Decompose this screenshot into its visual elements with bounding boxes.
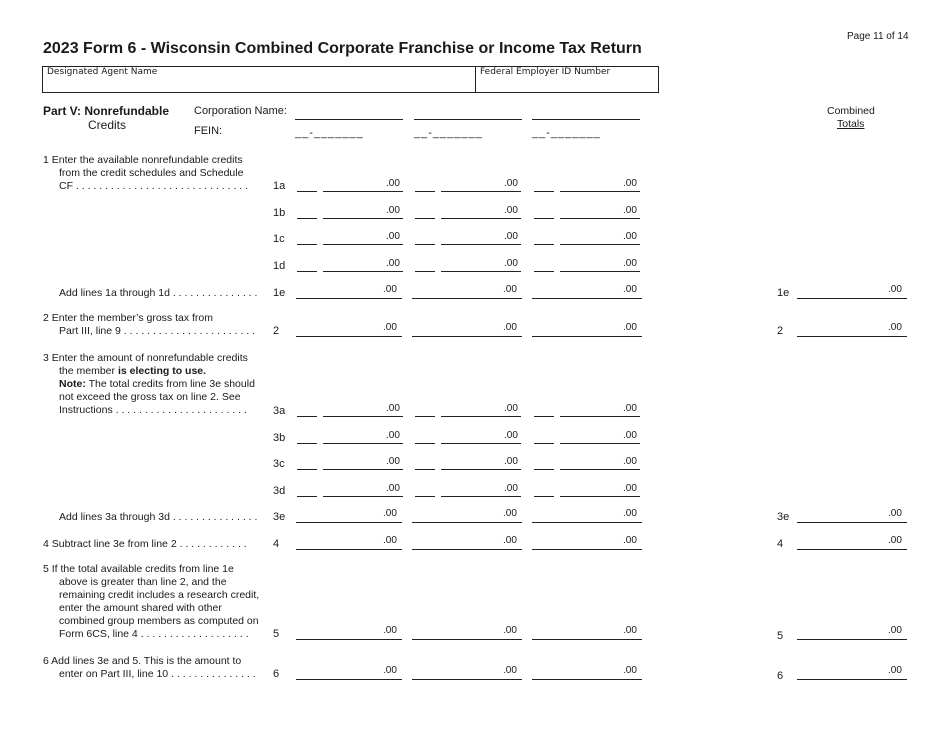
combined-label: Combined xyxy=(827,105,875,117)
line3a-credit-code-field-3[interactable] xyxy=(534,416,554,417)
line3d-amount-field-2[interactable] xyxy=(441,496,521,497)
corp-name-field-1[interactable] xyxy=(295,119,403,120)
line1d-cents-3: .00 xyxy=(623,258,637,269)
line2-cents-2: .00 xyxy=(503,322,517,333)
line1c-credit-code-field-2[interactable] xyxy=(415,244,435,245)
line3d-number: 3d xyxy=(273,485,286,497)
line1c-cents-3: .00 xyxy=(623,231,637,242)
line3b-number: 3b xyxy=(273,432,286,444)
line3c-cents-2: .00 xyxy=(504,456,518,467)
line3-text-5: Instructions . . . . . . . . . . . . . . . . . . . . . . . xyxy=(59,404,247,416)
line3c-credit-code-field-2[interactable] xyxy=(415,469,435,470)
corporation-name-label: Corporation Name: xyxy=(194,105,287,117)
line3e-text: Add lines 3a through 3d . . . . . . . . . . . . . . . xyxy=(59,511,258,523)
line1d-credit-code-field-1[interactable] xyxy=(297,271,317,272)
line1e-text: Add lines 1a through 1d . . . . . . . . . . . . . . . xyxy=(59,287,258,299)
line1c-number: 1c xyxy=(273,233,285,245)
line3-text-2b: is electing to use. xyxy=(117,365,207,377)
box-divider xyxy=(475,67,476,92)
line3e-cents-1: .00 xyxy=(383,508,397,519)
line1a-credit-code-field-2[interactable] xyxy=(415,191,435,192)
line1-text-1: 1 Enter the available nonrefundable credits xyxy=(43,154,243,166)
line3e-cents-2: .00 xyxy=(503,508,517,519)
line1e-combined-total-field[interactable] xyxy=(797,298,907,299)
line3d-amount-field-1[interactable] xyxy=(323,496,403,497)
line4-amount-field-1[interactable] xyxy=(296,549,402,550)
line3a-credit-code-field-1[interactable] xyxy=(297,416,317,417)
line1e-cents-2: .00 xyxy=(503,284,517,295)
line6-amount-field-3[interactable] xyxy=(532,679,642,680)
line5-combined-total-field[interactable] xyxy=(797,639,907,640)
line3-text-2 xyxy=(59,365,206,378)
line3a-credit-code-field-2[interactable] xyxy=(415,416,435,417)
line1c-credit-code-field-1[interactable] xyxy=(297,244,317,245)
line3e-combined-cents: .00 xyxy=(888,508,902,519)
line4-amount-field-2[interactable] xyxy=(412,549,522,550)
line3d-cents-2: .00 xyxy=(504,483,518,494)
line1c-amount-field-2[interactable] xyxy=(441,244,521,245)
line3a-cents-2: .00 xyxy=(504,403,518,414)
line4-cents-3: .00 xyxy=(623,535,637,546)
line1b-cents-3: .00 xyxy=(623,205,637,216)
line3-note-label: Note: xyxy=(59,378,86,390)
line3a-number: 3a xyxy=(273,405,286,417)
line5-cents-1: .00 xyxy=(383,625,397,636)
line1b-credit-code-field-1[interactable] xyxy=(297,218,317,219)
line2-amount-field-1[interactable] xyxy=(296,336,402,337)
line3c-cents-3: .00 xyxy=(623,456,637,467)
line5-text-1: 5 If the total available credits from line 1e xyxy=(43,563,234,575)
line3e-combined-total-field[interactable] xyxy=(797,522,907,523)
line1a-amount-field-3[interactable] xyxy=(560,191,640,192)
line2-cents-1: .00 xyxy=(383,322,397,333)
part-title: Part V: Nonrefundable xyxy=(43,104,170,118)
line5-amount-field-3[interactable] xyxy=(532,639,642,640)
page-number: Page 11 of 14 xyxy=(847,31,909,42)
line3e-amount-field-3[interactable] xyxy=(532,522,642,523)
line1e-cents-3: .00 xyxy=(623,284,637,295)
line3-text-2a: the member xyxy=(59,365,118,377)
part-title-2: Credits xyxy=(88,118,127,132)
line1a-number: 1a xyxy=(273,180,286,192)
line3b-cents-1: .00 xyxy=(386,430,400,441)
line3b-credit-code-field-2[interactable] xyxy=(415,443,435,444)
line1c-amount-field-3[interactable] xyxy=(560,244,640,245)
combined-line4-number: 4 xyxy=(777,538,784,550)
line6-text-1: 6 Add lines 3e and 5. This is the amount to xyxy=(43,655,242,667)
line1d-amount-field-3[interactable] xyxy=(560,271,640,272)
line3d-amount-field-3[interactable] xyxy=(560,496,640,497)
line1a-credit-code-field-3[interactable] xyxy=(534,191,554,192)
line2-combined-cents: .00 xyxy=(888,322,902,333)
line3b-amount-field-2[interactable] xyxy=(441,443,521,444)
line4-text: 4 Subtract line 3e from line 2 . . . . . . . . . . . . xyxy=(43,538,247,550)
line3a-cents-1: .00 xyxy=(386,403,400,414)
line6-number: 6 xyxy=(273,668,280,680)
line2-number: 2 xyxy=(273,325,280,337)
line3c-amount-field-2[interactable] xyxy=(441,469,521,470)
line3c-number: 3c xyxy=(273,458,285,470)
line3-text-3 xyxy=(59,378,255,391)
line3e-cents-3: .00 xyxy=(623,508,637,519)
line4-combined-cents: .00 xyxy=(888,535,902,546)
line1d-cents-1: .00 xyxy=(386,258,400,269)
line5-amount-field-1[interactable] xyxy=(296,639,402,640)
line1d-cents-2: .00 xyxy=(504,258,518,269)
line1b-amount-field-3[interactable] xyxy=(560,218,640,219)
corp-name-field-2[interactable] xyxy=(414,119,522,120)
line5-text-5: combined group members as computed on xyxy=(59,615,259,627)
combined-line2-number: 2 xyxy=(777,325,784,337)
line3e-number: 3e xyxy=(273,511,286,523)
fein-field-1[interactable]: __-_______ xyxy=(295,127,364,139)
line3d-cents-3: .00 xyxy=(623,483,637,494)
line5-number: 5 xyxy=(273,628,280,640)
line6-amount-field-2[interactable] xyxy=(412,679,522,680)
totals-label: Totals xyxy=(837,118,865,130)
line3e-amount-field-2[interactable] xyxy=(412,522,522,523)
line1b-credit-code-field-2[interactable] xyxy=(415,218,435,219)
line1b-amount-field-2[interactable] xyxy=(441,218,521,219)
line6-cents-3: .00 xyxy=(623,665,637,676)
line5-text-3: remaining credit includes a research credit, xyxy=(59,589,260,601)
line1a-amount-field-2[interactable] xyxy=(441,191,521,192)
line2-text-1: 2 Enter the member’s gross tax from xyxy=(43,312,214,324)
line4-cents-2: .00 xyxy=(503,535,517,546)
line2-text-2: Part III, line 9 . . . . . . . . . . . . . . . . . . . . . . . xyxy=(59,325,256,337)
line1a-cents-2: .00 xyxy=(504,178,518,189)
line2-amount-field-2[interactable] xyxy=(412,336,522,337)
line3a-amount-field-1[interactable] xyxy=(323,416,403,417)
line1e-combined-cents: .00 xyxy=(888,284,902,295)
fein-label: FEIN: xyxy=(194,125,223,137)
line6-text-2: enter on Part III, line 10 . . . . . . . . . . . . . . . xyxy=(59,668,256,680)
line6-cents-1: .00 xyxy=(383,665,397,676)
line1d-credit-code-field-3[interactable] xyxy=(534,271,554,272)
line6-cents-2: .00 xyxy=(503,665,517,676)
line3b-cents-2: .00 xyxy=(504,430,518,441)
corp-name-field-3[interactable] xyxy=(532,119,640,120)
line5-combined-cents: .00 xyxy=(888,625,902,636)
line3b-credit-code-field-3[interactable] xyxy=(534,443,554,444)
line1-text-3: CF . . . . . . . . . . . . . . . . . . . . . . . . . . . . . . xyxy=(59,180,249,192)
line1c-amount-field-1[interactable] xyxy=(323,244,403,245)
line3a-amount-field-3[interactable] xyxy=(560,416,640,417)
line4-cents-1: .00 xyxy=(383,535,397,546)
line3c-credit-code-field-1[interactable] xyxy=(297,469,317,470)
line1a-credit-code-field-1[interactable] xyxy=(297,191,317,192)
line1b-cents-2: .00 xyxy=(504,205,518,216)
line1c-cents-1: .00 xyxy=(386,231,400,242)
line3b-cents-3: .00 xyxy=(623,430,637,441)
line1e-amount-field-3[interactable] xyxy=(532,298,642,299)
line1b-number: 1b xyxy=(273,207,286,219)
line1d-credit-code-field-2[interactable] xyxy=(415,271,435,272)
line6-combined-total-field[interactable] xyxy=(797,679,907,680)
line4-amount-field-3[interactable] xyxy=(532,549,642,550)
fein-field-3[interactable]: __-_______ xyxy=(532,127,601,139)
agent-info-box xyxy=(42,66,659,93)
line4-number: 4 xyxy=(273,538,280,550)
line1a-amount-field-1[interactable] xyxy=(323,191,403,192)
line3d-credit-code-field-2[interactable] xyxy=(415,496,435,497)
federal-id-label: Federal Employer ID Number xyxy=(480,67,611,77)
line3c-credit-code-field-3[interactable] xyxy=(534,469,554,470)
line5-cents-2: .00 xyxy=(503,625,517,636)
line3d-credit-code-field-1[interactable] xyxy=(297,496,317,497)
line3d-credit-code-field-3[interactable] xyxy=(534,496,554,497)
line1e-cents-1: .00 xyxy=(383,284,397,295)
line6-combined-cents: .00 xyxy=(888,665,902,676)
form-title: 2023 Form 6 - Wisconsin Combined Corporate Franchise or Income Tax Return xyxy=(43,40,642,57)
line1d-amount-field-1[interactable] xyxy=(323,271,403,272)
combined-line3e-number: 3e xyxy=(777,511,790,523)
line5-amount-field-2[interactable] xyxy=(412,639,522,640)
line1e-number: 1e xyxy=(273,287,286,299)
line3-text-1: 3 Enter the amount of nonrefundable credits xyxy=(43,352,248,364)
line1e-amount-field-2[interactable] xyxy=(412,298,522,299)
line3-note-text: The total credits from line 3e should xyxy=(85,378,255,390)
line3c-amount-field-3[interactable] xyxy=(560,469,640,470)
line2-cents-3: .00 xyxy=(623,322,637,333)
line5-text-6: Form 6CS, line 4 . . . . . . . . . . . . . . . . . . . xyxy=(59,628,249,640)
line1c-cents-2: .00 xyxy=(504,231,518,242)
line6-amount-field-1[interactable] xyxy=(296,679,402,680)
line3b-amount-field-3[interactable] xyxy=(560,443,640,444)
line1a-cents-3: .00 xyxy=(623,178,637,189)
designated-agent-label: Designated Agent Name xyxy=(47,67,158,77)
line3c-cents-1: .00 xyxy=(386,456,400,467)
line1b-credit-code-field-3[interactable] xyxy=(534,218,554,219)
combined-line5-number: 5 xyxy=(777,630,784,642)
line4-combined-total-field[interactable] xyxy=(797,549,907,550)
line1c-credit-code-field-3[interactable] xyxy=(534,244,554,245)
combined-line6-number: 6 xyxy=(777,670,784,682)
line5-text-4: enter the amount shared with other xyxy=(59,602,222,614)
line3b-amount-field-1[interactable] xyxy=(323,443,403,444)
line3c-amount-field-1[interactable] xyxy=(323,469,403,470)
fein-field-2[interactable]: __-_______ xyxy=(414,127,483,139)
line5-text-2: above is greater than line 2, and the xyxy=(59,576,227,588)
line1b-cents-1: .00 xyxy=(386,205,400,216)
line3d-cents-1: .00 xyxy=(386,483,400,494)
combined-line1e-number: 1e xyxy=(777,287,790,299)
line2-combined-total-field[interactable] xyxy=(797,336,907,337)
line1e-amount-field-1[interactable] xyxy=(296,298,402,299)
line3-text-4: not exceed the gross tax on line 2. See xyxy=(59,391,241,403)
line1d-amount-field-2[interactable] xyxy=(441,271,521,272)
line1b-amount-field-1[interactable] xyxy=(323,218,403,219)
line3e-amount-field-1[interactable] xyxy=(296,522,402,523)
line2-amount-field-3[interactable] xyxy=(532,336,642,337)
line1-text-2: from the credit schedules and Schedule xyxy=(59,167,244,179)
line5-cents-3: .00 xyxy=(623,625,637,636)
line1d-number: 1d xyxy=(273,260,286,272)
line3a-amount-field-2[interactable] xyxy=(441,416,521,417)
line3a-cents-3: .00 xyxy=(623,403,637,414)
line3b-credit-code-field-1[interactable] xyxy=(297,443,317,444)
line1a-cents-1: .00 xyxy=(386,178,400,189)
